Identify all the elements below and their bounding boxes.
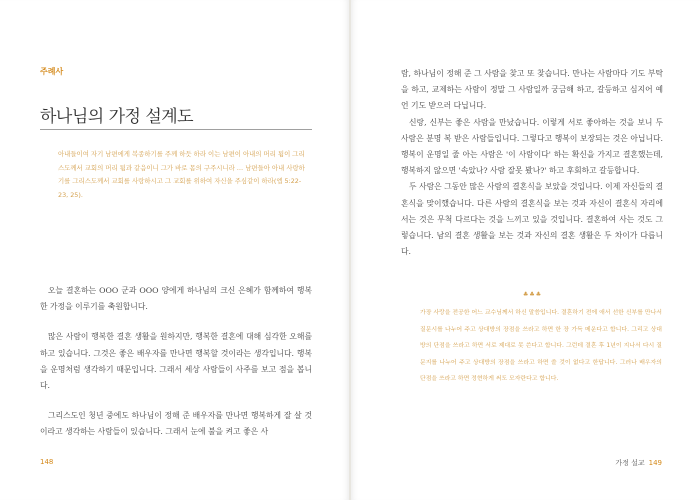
running-head: 가정 설교: [615, 459, 645, 467]
left-page: [0, 0, 349, 500]
scripture-quote: 아내들이여 자기 남편에게 복종하기를 주께 하듯 하라 이는 남편이 아내의 머리 됨이 그리스도께서 교회의 머리 됨과 같음이니 그가 바로 몸의 구주시니라 … 남편들아 아내 사랑하기를 그리스도께서 교회를 사랑하시고 그 교회를 위하여 자신을 주심같이 하라(엡 5:22-23, 25).: [58, 150, 305, 199]
body-paragraph: 오늘 결혼하는 OOO 군과 OOO 양에게 하나님의 크신 은혜가 함께하여 행복한 가정을 이루기를 축원합니다.: [40, 286, 312, 312]
body-paragraph: 두 사람은 그동안 많은 사람의 결혼식을 보았을 것입니다. 이제 자신들의 결혼식을 맞이했습니다. 다른 사람의 결혼식을 보는 것과 자신이 결혼식 자리에 서는 것은 무척 다르다는 것을 느끼고 있을 것입니다. 결혼하여 사는 것도 그렇습니다. 남의 결혼 생활을 보는 것과 자신의 결혼 생활은 두 차이가 다릅니다.: [401, 182, 663, 257]
left-page-number: 148: [40, 458, 54, 466]
right-page-footer: [615, 458, 662, 468]
right-page-number: 149: [648, 459, 662, 467]
body-paragraph: 그리스도인 청년 중에도 하나님이 정해 준 배우자를 만나면 행복하게 잘 살 것이라고 생각하는 사람들이 있습니다. 그래서 눈에 불을 켜고 좋은 사: [40, 411, 312, 437]
body-paragraph: 람, 하나님이 정해 준 그 사람을 찾고 또 찾습니다. 만나는 사람마다 기도 부탁을 하고, 교제하는 사람이 정말 그 사람일까 궁금해 하고, 갈등하고 심지어 예언 기도 받으러 다닙니다.: [401, 69, 663, 111]
section-label: 주례사: [40, 67, 64, 76]
chapter-title: 하나님의 가정 설계도: [40, 107, 194, 127]
left-body-text: [40, 283, 312, 441]
body-paragraph: 신랑, 신부는 좋은 사람을 만났습니다. 이렇게 서로 좋아하는 것을 보니 두 사람은 분명 복 받은 사람들입니다. 그렇다고 행복이 보장되는 것은 아닙니다. 행복이 운명일 줄 아는 사람은 '이 사람이다' 하는 확신을 가지고 결혼했는데, 행복하지 않으면 '속았나? 사람 잘못 봤나?' 하고 후회하고 갈등합니다.: [401, 117, 663, 176]
sidebar-note: 가장 사랑을 전공한 어느 교수님께서 하신 말씀입니다. 결혼하기 전에 애서 선한 신부를 만나서 질문시를 나누어 주고 상대방의 장점을 쓰라고 하면 한 장 가득 메운다고 합니다. 그리고 상대방의 단점을 쓰라고 하면 서로 제대로 못 쓴다고 합니다. 그런데 결혼 후 1년이 지나서 다시 질문지를 나누어 주고 상대방의 장점을 쓰라고 하면 쓸 것이 없다고 한답니다. 그러나 배우자의 단점을 쓰라고 하면 정현하게 써도 모자란다고 합니다.: [420, 310, 662, 383]
section-divider-ornament: ♣♣♣: [523, 291, 543, 298]
body-paragraph: 많은 사람이 행복한 결혼 생활을 원하지만, 행복한 결혼에 대해 심각한 오해를 하고 있습니다. 그것은 좋은 배우자를 만나면 행복할 것이라는 생각입니다. 행복을 운명처럼 생각하기 때문입니다. 그래서 세상 사람들이 사주를 보고 점을 봅니다.: [40, 332, 312, 391]
right-body-text: [401, 66, 663, 260]
title-underline: [40, 129, 312, 130]
